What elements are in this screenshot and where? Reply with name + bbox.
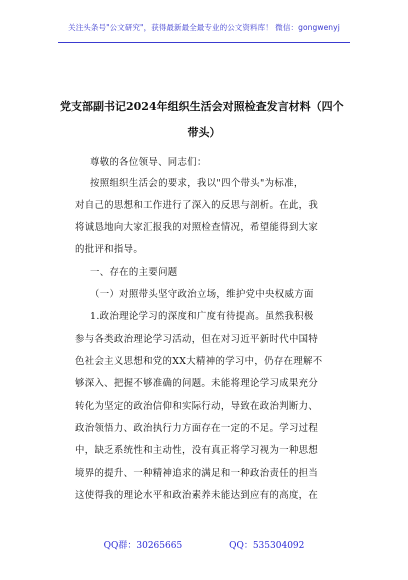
subsection-heading: （一）对照带头坚守政治立场，维护党中央权威方面: [90, 289, 314, 300]
paragraph-line: 的批评和指导。: [75, 244, 144, 255]
paragraph-line: 将诚恳地向大家汇报我的对照检查情况，希望能得到大家: [75, 222, 319, 233]
paragraph-line: 政治领悟力、政治执行力方面存在一定的不足。学习过程: [75, 423, 319, 434]
contact-footer: [0, 538, 408, 551]
paragraph-line: 境界的提升、一种精神追求的满足和一种政治责任的担当: [75, 468, 319, 479]
qq-group-number: QQ群：30265665: [103, 541, 183, 551]
promo-header: 关注头条号"公文研究"，获得最新最全最专业的公文资料库！ 微信：gongwenyj: [68, 23, 340, 32]
qq-number: QQ：535304092: [229, 541, 305, 551]
paragraph-line: 色社会主义思想和党的XX大精神的学习中，仍存在理解不: [75, 356, 323, 367]
paragraph-line: 转化为坚定的政治信仰和实际行动，导致在政治判断力、: [75, 401, 319, 412]
document-title-line-1: 党支部副书记2024年组织生活会对照检查发言材料（四个: [60, 100, 344, 113]
paragraph-line: 这使得我的理论水平和政治素养未能达到应有的高度，在: [75, 490, 319, 501]
paragraph-line: 按照组织生活会的要求，我以"四个带头"为标准，: [90, 178, 304, 189]
paragraph-line: 1.政治理论学习的深度和广度有待提高。虽然我积极: [90, 311, 314, 322]
section-heading: 一、存在的主要问题: [90, 267, 178, 278]
paragraph-line: 对自己的思想和工作进行了深入的反思与剖析。在此，我: [75, 200, 319, 211]
salutation: 尊敬的各位领导、同志们：: [90, 157, 207, 168]
paragraph-line: 中，缺乏系统性和主动性，没有真正将学习视为一种思想: [75, 445, 319, 456]
paragraph-line: 够深入、把握不够准确的问题。未能将理论学习成果充分: [75, 378, 319, 389]
document-title-line-2: 带头）: [187, 126, 221, 139]
paragraph-line: 参与各类政治理论学习活动，但在对习近平新时代中国特: [75, 334, 319, 345]
header-divider: [58, 42, 350, 43]
